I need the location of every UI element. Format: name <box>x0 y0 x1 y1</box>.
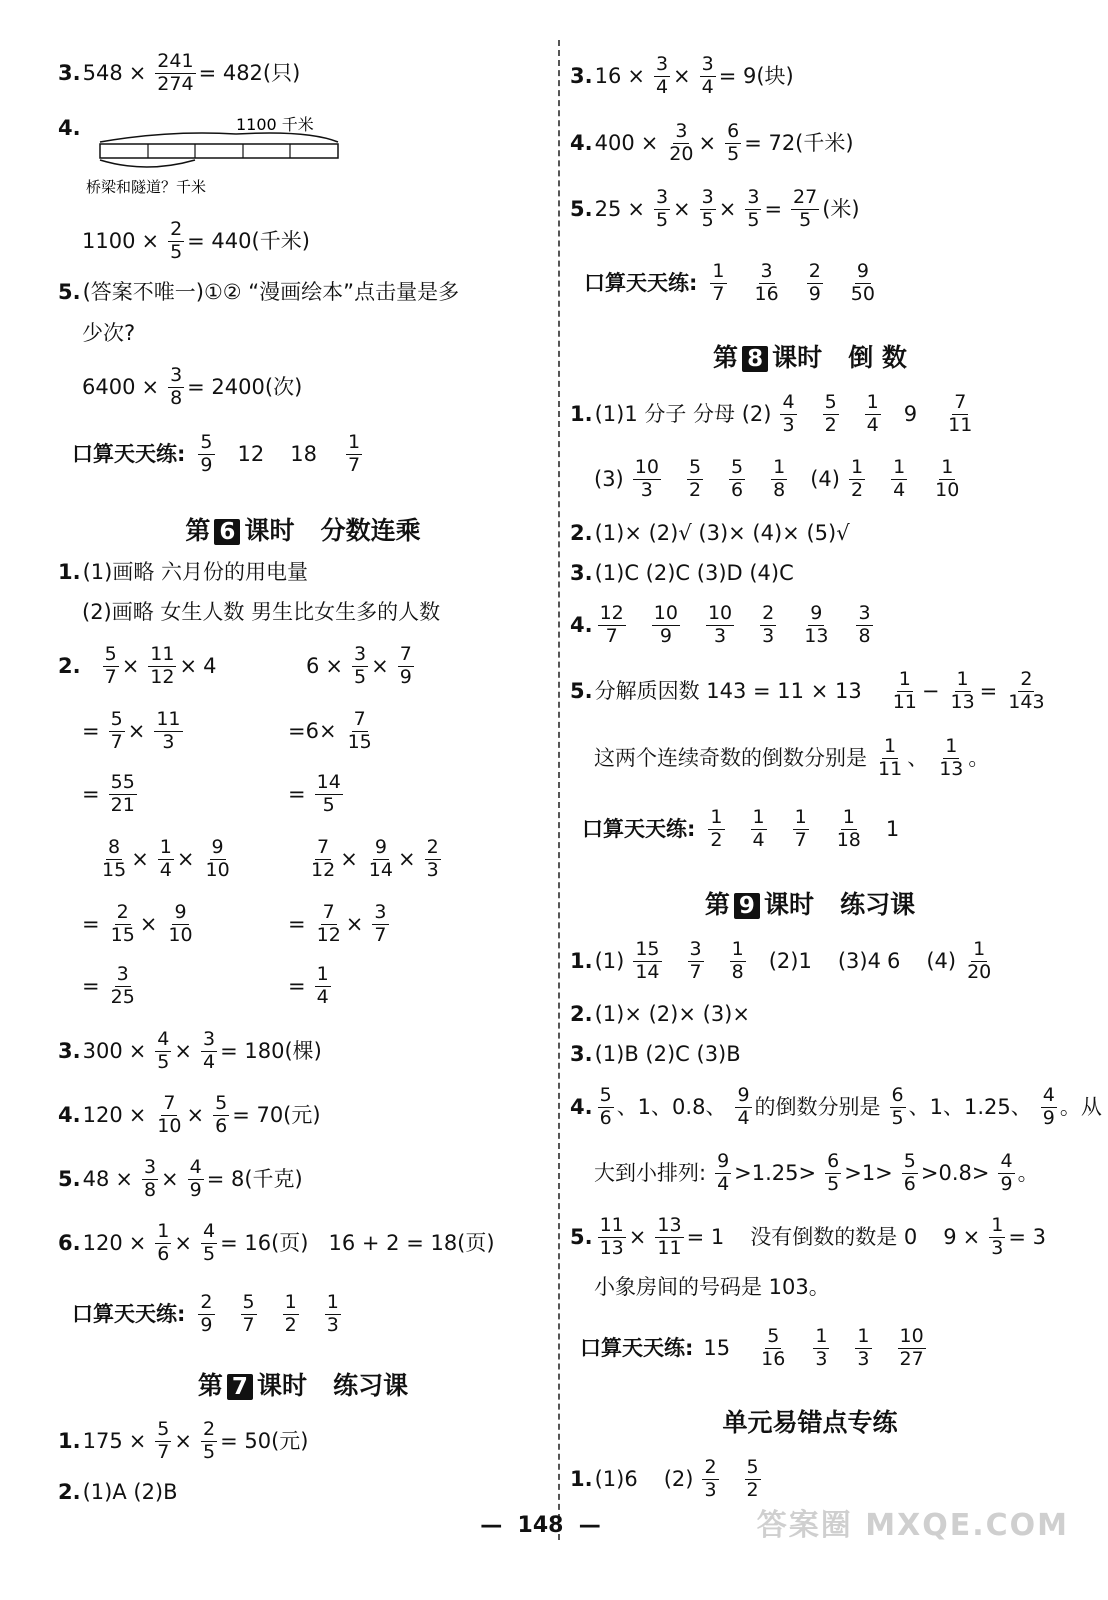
l6-q2-a1: 2. $\frac{5}{7}$ × $\frac{11}{12}$ × 4 <box>58 643 217 688</box>
l9-q2: 2. (1)× (2)× (3)× <box>570 1002 750 1026</box>
distance-label: 1100 千米 <box>236 115 314 134</box>
bridge-label: 桥梁和隧道？千米 <box>86 178 207 196</box>
l6-q2-a5: = $\frac{2}{15}$ × $\frac{9}{10}$ <box>82 901 193 946</box>
fraction: $\frac{241}{274}$ <box>157 50 194 95</box>
unit-q1: 1. (1)6 (2) 2 3 5 2 <box>570 1456 759 1501</box>
right-q4: 4. 400 × $\frac{3}{20}$ × $\frac{6}{5}$ = 72(千米) <box>570 120 854 165</box>
l8-q1-line1: 1. (1)1 分子 分母 (2) 4 3 5 2 1 4 9 7 11 <box>570 391 973 436</box>
l6-q2-a4: $\frac{8}{15}$ × $\frac{1}{4}$ × $\frac{9}{10}$ <box>102 836 230 881</box>
l7-q2: 2. (1)A (2)B <box>58 1480 178 1504</box>
l8-q4: 4. 12 7 10 9 10 3 2 3 9 13 3 8 <box>570 602 871 647</box>
l7-q1: 1. 175 × $\frac{5}{7}$ × $\frac{2}{5}$ = 50(元) <box>58 1418 309 1463</box>
l6-q1-line1: 1. (1)画略 六月份的用电量 <box>58 560 309 584</box>
l9-q1: 1. (1) 15 14 3 7 1 8 (2)1 (3)4 6 (4) 1 20 <box>570 938 992 983</box>
l6-q2-b6: = $\frac{1}{4}$ <box>288 963 329 1008</box>
left-q5-calc: 6400 × $\frac{3}{8}$ = 2400(次) <box>82 364 303 409</box>
lesson-7-heading: 第 7 课时 练习课 <box>197 1371 409 1400</box>
l8-q5-line2: 这两个连续奇数的倒数分别是 1 11 、 1 13 。 <box>594 735 990 780</box>
l6-q2-b1: 6 × $\frac{3}{5}$ × $\frac{7}{9}$ <box>306 643 412 688</box>
fraction: $\frac{3}{8}$ <box>170 364 183 409</box>
l9-q5-line2: 小象房间的号码是 103。 <box>594 1275 830 1299</box>
right-column <box>570 0 1102 1540</box>
left-q5-line1: 5. (答案不唯一)①② “漫画绘本”点击量是多 <box>58 280 460 304</box>
l6-q1-line2: (2)画略 女生人数 男生比女生多的人数 <box>82 600 441 624</box>
unit-heading: 单元易错点专练 <box>722 1408 898 1437</box>
l6-q2-a6: = $\frac{3}{25}$ <box>82 963 135 1008</box>
left-kousuan-2: 口算天天练: 2 9 5 7 1 2 1 3 <box>72 1291 339 1336</box>
l6-q2-a2: = $\frac{5}{7}$ × $\frac{11}{3}$ <box>82 708 181 753</box>
segment-diagram <box>86 112 398 200</box>
lesson-8-heading: 第 8 课时 倒 数 <box>713 343 907 372</box>
l6-q4: 4. 120 × $\frac{7}{10}$ × $\frac{5}{6}$ = 70(元) <box>58 1092 321 1137</box>
l6-q2-b5: = $\frac{7}{12}$ × $\frac{3}{7}$ <box>288 901 387 946</box>
l6-q2-b2: =6× $\frac{7}{15}$ <box>288 708 372 753</box>
right-kousuan-5: 口算天天练: 15 5 16 1 3 1 3 10 27 <box>580 1325 924 1370</box>
left-q3: 3. 548 × $\frac{241}{274}$ = 482(只) <box>58 50 301 95</box>
l6-q2-b3: = $\frac{14}{5}$ <box>288 771 341 816</box>
l9-q4-line1: 4. 5 6 、1、0.8、 9 4 的倒数分别是 6 5 、1、1.25、 4 9 。从 <box>570 1084 1102 1129</box>
right-q3: 3. 16 × $\frac{3}{4}$ × $\frac{3}{4}$ = 9(块) <box>570 53 794 98</box>
left-q5-line2: 少次? <box>82 321 136 345</box>
l8-q5-line1: 5. 分解质因数 143 = 11 × 13 1 11 − $\frac{1}{13}$ = $\frac{2}{143}$ <box>570 668 1045 713</box>
left-q4-calc: 1100 × $\frac{2}{5}$ = 440(千米) <box>82 218 310 263</box>
left-q4-num: 4. <box>58 116 81 140</box>
l8-q2: 2. (1)× (2)√ (3)× (4)× (5)√ <box>570 521 850 545</box>
l9-q3: 3. (1)B (2)C (3)B <box>570 1042 741 1066</box>
right-q5: 5. 25 × $\frac{3}{5}$ × $\frac{3}{5}$ × $\frac{3}{5}$ = $\frac{27}{5}$ (米) <box>570 186 860 231</box>
l6-q3: 3. 300 × $\frac{4}{5}$ × $\frac{3}{4}$ = 180(棵) <box>58 1028 322 1073</box>
left-column <box>58 0 548 1540</box>
l8-q1-line2: (3) 10 3 5 2 5 6 1 8 (4) 1 2 1 4 1 10 <box>594 456 960 501</box>
lesson-6-heading: 第 6 课时 分数连乘 <box>185 516 421 545</box>
l6-q5: 5. 48 × $\frac{3}{8}$ × $\frac{4}{9}$ = 8(千克) <box>58 1156 303 1201</box>
l6-q2-b4: $\frac{7}{12}$ × $\frac{9}{14}$ × $\frac{2}{3}$ <box>311 836 439 881</box>
l9-q5-line1: 5. $\frac{11}{13}$ × $\frac{13}{11}$ = 1 没有倒数的数是 0 9 × $\frac{1}{3}$ = 3 <box>570 1214 1046 1259</box>
l6-q6: 6. 120 × $\frac{1}{6}$ × $\frac{4}{5}$ = 16(页) 16 + 2 = 18(页) <box>58 1220 495 1265</box>
right-kousuan-4: 口算天天练: 1 2 1 4 1 7 1 18 1 <box>582 806 900 851</box>
column-divider <box>558 40 560 1540</box>
lesson-9-heading: 第 9 课时 练习课 <box>704 890 916 919</box>
fraction: $\frac{2}{5}$ <box>170 218 183 263</box>
right-kousuan-3: 口算天天练: 1 7 3 16 2 9 9 50 <box>584 260 875 305</box>
watermark: 答案圈 MXQE.COM <box>756 1508 1069 1543</box>
left-kousuan-1: 口算天天练: 5 9 12 18 1 7 <box>72 431 361 476</box>
l9-q4-line2: 大到小排列: 9 4 >1.25> 6 5 >1> 5 6 >0.8> 4 9 。 <box>594 1150 1039 1195</box>
l8-q3: 3. (1)C (2)C (3)D (4)C <box>570 561 794 585</box>
l6-q2-a3: = $\frac{55}{21}$ <box>82 771 135 816</box>
page-number: — 148 — <box>480 1513 601 1538</box>
